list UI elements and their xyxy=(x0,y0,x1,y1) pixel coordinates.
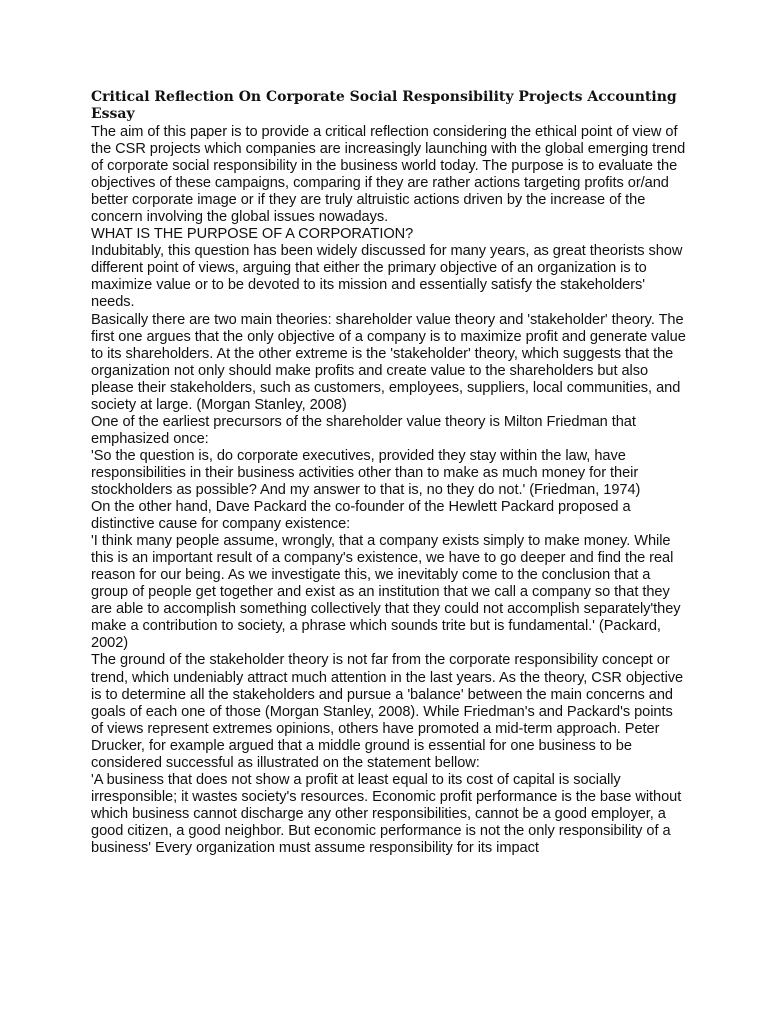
quote-packard: 'I think many people assume, wrongly, that a company exists simply to make money. While this is an important result of a company's existence, we have to go deeper and find the real reason for our being. As we investigate this, we inevitably come to the conclusion that a group of people get together and exist as an institution that we call a company so that they are able to accomplish something collectively that they could not accomplish separately'they make a contribution to society, a phrase which sounds trite but is fundamental.' (Packard, 2002) xyxy=(91,533,681,652)
paragraph-question: Indubitably, this question has been widely discussed for many years, as great theorists show different point of views, arguing that either the primary objective of an organization is to maximize value or to be devoted to its mission and essentially satisfy the stakeholders' needs. xyxy=(91,243,683,311)
paragraph-theories: Basically there are two main theories: shareholder value theory and 'stakeholder' theory. The first one argues that the only objective of a company is to maximize profit and generate value to its shareholders. At the other extreme is the 'stakeholder' theory, which suggests that the organization not only should make profits and create value to the shareholders but also please their stakeholders, such as customers, employees, suppliers, local communities, and society at large. (Morgan Stanley, 2008) xyxy=(91,311,686,413)
quote-drucker: 'A business that does not show a profit at least equal to its cost of capital is socially irresponsible; it wastes society's resources. Economic profit performance is the base without which business cannot discharge any other responsibilities, cannot be a good employer, a good citizen, a good neighbor. But economic performance is not the only responsibility of a business' Every organization must assume responsibility for its impact xyxy=(91,771,682,856)
paragraph-intro: The aim of this paper is to provide a critical reflection considering the ethical point of view of the CSR projects which companies are increasingly launching with the global emerging trend of corporate social responsibility in the business world today. The purpose is to evaluate the objectives of these campaigns, comparing if they are rather actions targeting profits or/and better corporate image or if they are truly altruistic actions driven by the increase of the concern involving the global issues nowadays. xyxy=(91,124,686,226)
quote-friedman: 'So the question is, do corporate executives, provided they stay within the law, have responsibilities in their business activities other than to make as much money for their stockholders as possible? And my answer to that is, no they do not.' (Friedman, 1974) xyxy=(91,447,641,498)
paragraph-packard-intro: On the other hand, Dave Packard the co-founder of the Hewlett Packard proposed a distinctive cause for company existence: xyxy=(91,499,631,533)
section-heading: WHAT IS THE PURPOSE OF A CORPORATION? xyxy=(91,226,414,243)
paragraph-friedman-intro: One of the earliest precursors of the shareholder value theory is Milton Friedman that emphasized once: xyxy=(91,413,636,447)
paragraph-stakeholder-ground: The ground of the stakeholder theory is not far from the corporate responsibility concept or trend, which undeniably attract much attention in the last years. As the theory, CSR objective is to determine all the stakeholders and pursue a 'balance' between the main concerns and goals of each one of those (Morgan Stanley, 2008). While Friedman's and Packard's points of views represent extremes opinions, others have promoted a mid-term approach. Peter Drucker, for example argued that a middle ground is essential for one business to be considered successful as illustrated on the statement bellow: xyxy=(91,652,684,771)
document-title: Critical Reflection On Corporate Social Responsibility Projects Accounting Essay xyxy=(91,89,677,122)
document-page xyxy=(91,89,686,857)
